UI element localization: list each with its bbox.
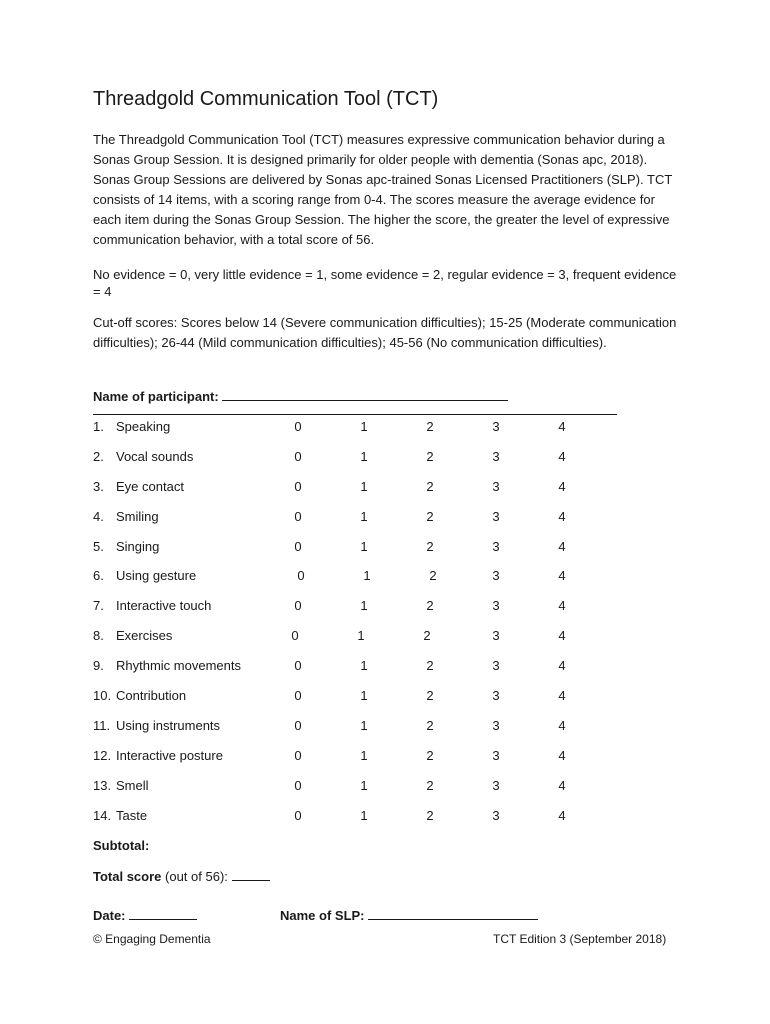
item-label: Contribution <box>116 688 187 704</box>
total-score-row <box>93 868 270 884</box>
score-option-2[interactable]: 2 <box>426 688 434 704</box>
score-option-3[interactable]: 3 <box>492 568 500 584</box>
score-option-3[interactable]: 3 <box>492 747 500 763</box>
score-option-2[interactable]: 2 <box>426 419 434 434</box>
score-option-4[interactable]: 4 <box>558 807 566 823</box>
score-option-1[interactable]: 1 <box>360 807 368 823</box>
score-option-2[interactable]: 2 <box>429 568 437 584</box>
score-option-2[interactable]: 2 <box>426 807 434 823</box>
score-option-1[interactable]: 1 <box>360 777 368 793</box>
item-row <box>93 687 693 717</box>
score-option-1[interactable]: 1 <box>360 598 368 614</box>
item-label: Interactive posture <box>116 747 223 763</box>
score-option-4[interactable]: 4 <box>558 568 566 584</box>
item-label: Exercises <box>116 628 173 644</box>
item-label: Interactive touch <box>116 598 212 614</box>
score-option-1[interactable]: 1 <box>360 508 368 524</box>
score-option-4[interactable]: 4 <box>558 598 566 614</box>
score-option-0[interactable]: 0 <box>291 628 299 644</box>
score-option-0[interactable]: 0 <box>294 598 302 614</box>
score-option-0[interactable]: 0 <box>294 508 302 524</box>
item-label: Smiling <box>116 508 159 524</box>
participant-name-row <box>93 388 508 404</box>
participant-name-field[interactable] <box>222 388 508 401</box>
score-option-2[interactable]: 2 <box>426 508 434 524</box>
score-option-0[interactable]: 0 <box>294 448 302 464</box>
score-option-1[interactable]: 1 <box>360 478 368 494</box>
score-option-1[interactable]: 1 <box>360 538 368 554</box>
item-label: Using gesture <box>116 568 197 584</box>
date-field[interactable] <box>129 907 197 920</box>
score-option-4[interactable]: 4 <box>558 448 566 464</box>
page-title: Threadgold Communication Tool (TCT) <box>93 88 439 110</box>
score-option-1[interactable]: 1 <box>360 747 368 763</box>
score-option-3[interactable]: 3 <box>492 478 500 494</box>
score-option-1[interactable]: 1 <box>360 688 368 704</box>
item-number: 4. <box>93 508 104 524</box>
item-number: 14. <box>93 807 112 823</box>
item-row <box>93 627 693 657</box>
item-label: Smell <box>116 777 149 793</box>
item-number: 11. <box>93 717 111 733</box>
score-option-4[interactable]: 4 <box>558 777 566 793</box>
score-option-2[interactable]: 2 <box>426 478 434 494</box>
subtotal-label: Subtotal: <box>93 838 150 853</box>
item-number: 8. <box>93 628 104 644</box>
total-score-suffix: (out of 56): <box>165 869 228 884</box>
item-row <box>93 747 693 777</box>
item-number: 13. <box>93 777 112 793</box>
score-option-3[interactable]: 3 <box>492 688 500 704</box>
item-row <box>93 478 693 508</box>
item-number: 7. <box>93 598 104 614</box>
score-option-2[interactable]: 2 <box>426 448 434 464</box>
item-label: Singing <box>116 538 160 554</box>
score-option-0[interactable]: 0 <box>294 538 302 554</box>
score-option-4[interactable]: 4 <box>558 419 566 434</box>
score-option-2[interactable]: 2 <box>426 717 434 733</box>
item-row <box>93 418 693 448</box>
score-option-0[interactable]: 0 <box>294 717 302 733</box>
items-list <box>93 418 693 836</box>
score-option-3[interactable]: 3 <box>492 628 500 644</box>
item-number: 2. <box>93 448 104 464</box>
total-score-label: Total score <box>93 869 162 884</box>
item-row <box>93 807 693 837</box>
score-option-3[interactable]: 3 <box>492 777 500 793</box>
score-option-3[interactable]: 3 <box>492 658 500 674</box>
item-row <box>93 508 693 538</box>
item-row <box>93 538 693 568</box>
score-option-1[interactable]: 1 <box>360 658 368 674</box>
item-label: Vocal sounds <box>116 448 194 464</box>
item-row <box>93 448 693 478</box>
scale-legend: No evidence = 0, very little evidence = 1, some evidence = 2, regular evidence = 3, frequent evidence = 4 <box>93 267 677 299</box>
score-option-2[interactable]: 2 <box>426 538 434 554</box>
item-row <box>93 657 693 687</box>
item-number: 3. <box>93 478 104 494</box>
score-option-4[interactable]: 4 <box>558 508 566 524</box>
score-option-0[interactable]: 0 <box>297 568 305 584</box>
score-option-3[interactable]: 3 <box>492 448 500 464</box>
score-option-0[interactable]: 0 <box>294 658 302 674</box>
item-label: Using instruments <box>116 717 221 733</box>
item-number: 10. <box>93 688 112 704</box>
score-option-0[interactable]: 0 <box>294 807 302 823</box>
score-option-1[interactable]: 1 <box>360 448 368 464</box>
score-option-1[interactable]: 1 <box>360 717 368 733</box>
divider <box>93 414 617 415</box>
item-number: 5. <box>93 538 104 554</box>
cutoff-scores: Cut-off scores: Scores below 14 (Severe communication difficulties); 15-25 (Moderate communication difficulties); 26-44 (Mild communication difficulties); 45-56 (No communication difficulties). <box>93 315 677 350</box>
score-option-3[interactable]: 3 <box>492 419 500 434</box>
item-row <box>93 567 693 597</box>
score-option-2[interactable]: 2 <box>426 598 434 614</box>
score-option-2[interactable]: 2 <box>423 628 431 644</box>
score-option-2[interactable]: 2 <box>426 658 434 674</box>
score-option-0[interactable]: 0 <box>294 478 302 494</box>
slp-name-field[interactable] <box>368 907 538 920</box>
score-option-2[interactable]: 2 <box>426 777 434 793</box>
score-option-3[interactable]: 3 <box>492 717 500 733</box>
participant-label: Name of participant: <box>93 389 219 404</box>
score-option-3[interactable]: 3 <box>492 508 500 524</box>
footer-copyright: © Engaging Dementia <box>93 932 211 946</box>
score-option-3[interactable]: 3 <box>492 807 500 823</box>
score-option-1[interactable]: 1 <box>360 419 368 434</box>
item-row <box>93 717 693 747</box>
item-number: 9. <box>93 658 104 674</box>
score-option-4[interactable]: 4 <box>558 658 566 674</box>
slp-row <box>280 907 538 923</box>
score-option-4[interactable]: 4 <box>558 688 566 704</box>
date-row <box>93 907 197 923</box>
item-label: Rhythmic movements <box>116 658 241 674</box>
intro-paragraph: The Threadgold Communication Tool (TCT) measures expressive communication behavior during a Sonas Group Session. It is designed primarily for older people with dementia (Sonas apc, 2018). Sonas Group Sessions are delivered by Sonas apc-trained Sonas Licensed Practitioners (SLP). TCT consists of 14 items, with a scoring range from 0-4. The scores measure the average evidence for each item during the Sonas Group Session. The higher the score, the greater the level of expressive communication behavior, with a total score of 56. <box>93 132 673 247</box>
footer-edition: TCT Edition 3 (September 2018) <box>493 932 667 946</box>
item-label: Speaking <box>116 419 171 434</box>
slp-label: Name of SLP: <box>280 908 365 923</box>
score-option-4[interactable]: 4 <box>558 628 566 644</box>
score-option-1[interactable]: 1 <box>363 568 371 584</box>
score-option-3[interactable]: 3 <box>492 538 500 554</box>
item-label: Taste <box>116 807 148 823</box>
score-option-0[interactable]: 0 <box>294 747 302 763</box>
score-option-0[interactable]: 0 <box>294 419 302 434</box>
score-option-0[interactable]: 0 <box>294 777 302 793</box>
score-option-4[interactable]: 4 <box>558 717 566 733</box>
score-option-4[interactable]: 4 <box>558 478 566 494</box>
score-option-4[interactable]: 4 <box>558 538 566 554</box>
score-option-3[interactable]: 3 <box>492 598 500 614</box>
item-row <box>93 777 693 807</box>
score-option-0[interactable]: 0 <box>294 688 302 704</box>
date-label: Date: <box>93 908 126 923</box>
score-option-1[interactable]: 1 <box>357 628 365 644</box>
item-number: 12. <box>93 747 112 763</box>
score-option-2[interactable]: 2 <box>426 747 434 763</box>
total-score-field[interactable] <box>232 868 270 881</box>
item-number: 6. <box>93 568 104 584</box>
item-number: 1. <box>93 419 104 434</box>
item-row <box>93 597 693 627</box>
item-label: Eye contact <box>116 478 184 494</box>
score-option-4[interactable]: 4 <box>558 747 566 763</box>
